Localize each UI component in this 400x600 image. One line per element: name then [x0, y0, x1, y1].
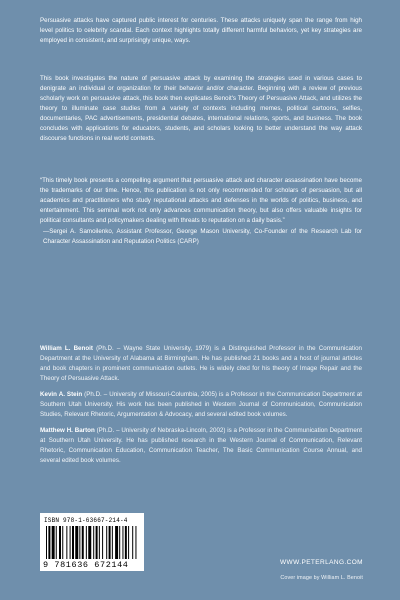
intro-paragraph-2: This book investigates the nature of persuasive attack by examining the strategies used in various cases to denigrate an individual or organization for their behavior and/or character. Beginning with a review of previous scholarly work on persuasive attack, this book then explicates Benoit's Theory of Persuasive Attack, and utilizes the theory to illuminate case studies from a variety of contexts including memes, political cartoons, selfies, documentaries, PAC advertisements, presidential debates, international relations, sports, and business. The book concludes with applications for educators, students, and scholars looking to better understand the way attack discourse functions in real world contexts. — [40, 75, 362, 142]
author-bio — [40, 344, 362, 384]
author-bios — [40, 344, 362, 472]
isbn-label: ISBN 978-1-63667-214-4 — [44, 517, 128, 524]
author-bio-text: (Ph.D. – University of Nebraska-Lincoln, 2002) is a Professor in the Communication Department at Southern Utah University. He has published research in the Western Journal of Communication, Relevant Rhetoric, Communication Education, Communication Teacher, The Basic Communication Course Annual, and several edited book volumes. — [40, 427, 363, 464]
author-bio-text: (Ph.D. – University of Missouri-Columbia, 2005) is a Professor in the Communication Department at Southern Utah University. His work has been published in Western Journal of Communication, Communication Studies, Relevant Rhetoric, Argumentation & Advocacy, and several edited book volumes. — [40, 391, 362, 418]
barcode-icon — [46, 526, 138, 559]
author-bio — [40, 426, 362, 466]
author-name: Kevin A. Stein — [40, 391, 83, 398]
intro-section — [40, 16, 362, 46]
endorsement — [40, 176, 362, 247]
endorsement-quote: “This timely book presents a compelling argument that persuasive attack and character assassination have become the trademarks of our time. Hence, this publication is not only recommended for scholars of persuasion, but all academics and practitioners who study reputational attacks and defenses in the worlds of politics, business, and entertainment. This seminal work not only advances communication theory, but also offers valuable insights for political consultants and policymakers dealing with threats to reputation on a daily basis.” — [40, 177, 362, 224]
author-bio-text: (Ph.D. – Wayne State University, 1979) is a Distinguished Professor in the Communication Department at the University of Alabama at Birmingham. He has published 21 books and a host of journal articles and book chapters in prominent communication outlets. He is widely cited for his theory of Image Repair and the Theory of Persuasive Attack. — [40, 345, 362, 382]
description-section — [40, 74, 362, 144]
author-name: William L. Benoit — [40, 345, 93, 352]
author-name: Matthew H. Barton — [40, 427, 95, 434]
author-bio — [40, 390, 362, 420]
cover-image-credit: Cover image by William L. Benoit — [280, 575, 363, 581]
intro-paragraph-1: Persuasive attacks have captured public interest for centuries. These attacks uniquely span the range from high level politics to celebrity scandal. Each context highlights totally different harmful behaviors, yet key strategies are employed in consistent, and surprisingly unique, ways. — [40, 17, 362, 44]
publisher-website: WWW.PETERLANG.COM — [280, 559, 363, 566]
isbn-digits: 9 781636 672144 — [43, 560, 129, 570]
endorsement-attribution: —Sergei A. Samoilenko, Assistant Professor, George Mason University, Co-Founder of the Research Lab for Character Assassination and Reputation Politics (CARP) — [43, 228, 362, 245]
isbn-barcode — [40, 513, 144, 571]
